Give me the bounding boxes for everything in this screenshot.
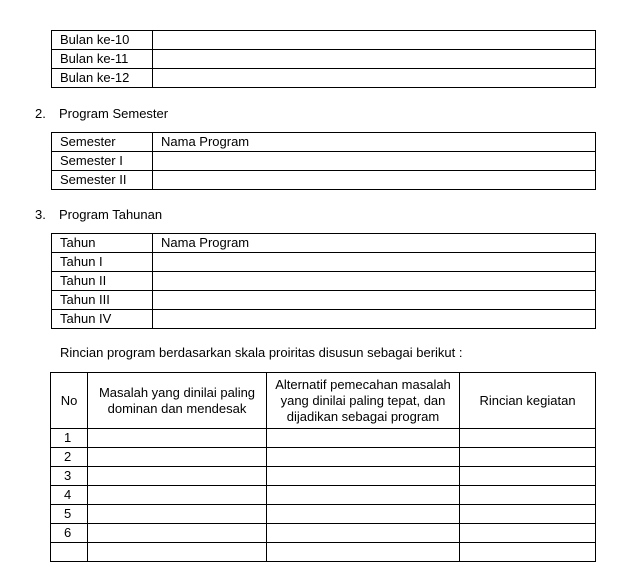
- alternative-cell[interactable]: [267, 467, 460, 486]
- program-cell[interactable]: [153, 291, 596, 310]
- table-row: [51, 486, 596, 505]
- activity-cell[interactable]: [460, 429, 596, 448]
- program-cell[interactable]: [153, 272, 596, 291]
- table-row: [52, 69, 596, 88]
- problem-cell[interactable]: [88, 429, 267, 448]
- row-number: 1: [51, 429, 88, 448]
- alternative-cell[interactable]: [267, 524, 460, 543]
- table-row: [52, 310, 596, 329]
- activity-cell[interactable]: [460, 486, 596, 505]
- table-header-row: [52, 234, 596, 253]
- row-number: [51, 543, 88, 562]
- section-2-heading: [35, 106, 168, 121]
- table-row: [51, 467, 596, 486]
- table-header-row: [51, 373, 596, 429]
- row-number: 5: [51, 505, 88, 524]
- year-label: Tahun IV: [52, 310, 153, 329]
- row-number: 2: [51, 448, 88, 467]
- month-label: Bulan ke-12: [52, 69, 153, 88]
- section-number: 2.: [35, 106, 46, 121]
- table-header-row: [52, 133, 596, 152]
- column-header: Tahun: [52, 234, 153, 253]
- problem-cell[interactable]: [88, 448, 267, 467]
- alternative-cell[interactable]: [267, 543, 460, 562]
- table-row: [52, 171, 596, 190]
- column-header-alternative: Alternatif pemecahan masalah yang dinilai paling tepat, dan dijadikan sebagai program: [267, 373, 460, 429]
- problem-cell[interactable]: [88, 524, 267, 543]
- activity-cell[interactable]: [460, 524, 596, 543]
- program-cell[interactable]: [153, 310, 596, 329]
- alternative-cell[interactable]: [267, 505, 460, 524]
- alternative-cell[interactable]: [267, 486, 460, 505]
- column-header: Nama Program: [153, 133, 596, 152]
- column-header: Nama Program: [153, 234, 596, 253]
- table-row: [52, 272, 596, 291]
- table-row: [51, 524, 596, 543]
- year-label: Tahun III: [52, 291, 153, 310]
- month-label: Bulan ke-10: [52, 31, 153, 50]
- table-row: [52, 50, 596, 69]
- table-row: [52, 253, 596, 272]
- priority-intro-text: Rincian program berdasarkan skala proiritas disusun sebagai berikut :: [60, 345, 463, 360]
- row-number: 6: [51, 524, 88, 543]
- activity-cell[interactable]: [460, 543, 596, 562]
- program-cell[interactable]: [153, 31, 596, 50]
- table-row: [51, 505, 596, 524]
- problem-cell[interactable]: [88, 543, 267, 562]
- table-row: [52, 152, 596, 171]
- semester-label: Semester II: [52, 171, 153, 190]
- problem-cell[interactable]: [88, 505, 267, 524]
- section-title: Program Tahunan: [59, 207, 163, 222]
- activity-cell[interactable]: [460, 448, 596, 467]
- month-label: Bulan ke-11: [52, 50, 153, 69]
- semester-program-table: [51, 132, 596, 190]
- table-row: [51, 448, 596, 467]
- program-cell[interactable]: [153, 50, 596, 69]
- section-title: Program Semester: [59, 106, 169, 121]
- annual-program-table: [51, 233, 596, 329]
- year-label: Tahun I: [52, 253, 153, 272]
- activity-cell[interactable]: [460, 467, 596, 486]
- monthly-program-table: [51, 30, 596, 88]
- section-number: 3.: [35, 207, 46, 222]
- alternative-cell[interactable]: [267, 448, 460, 467]
- alternative-cell[interactable]: [267, 429, 460, 448]
- year-label: Tahun II: [52, 272, 153, 291]
- program-cell[interactable]: [153, 171, 596, 190]
- row-number: 4: [51, 486, 88, 505]
- priority-program-table: [50, 372, 596, 562]
- row-number: 3: [51, 467, 88, 486]
- table-row: [51, 543, 596, 562]
- column-header-problem: Masalah yang dinilai paling dominan dan mendesak: [88, 373, 267, 429]
- table-row: [52, 31, 596, 50]
- section-3-heading: [35, 207, 162, 222]
- column-header-no: No: [51, 373, 88, 429]
- problem-cell[interactable]: [88, 467, 267, 486]
- semester-label: Semester I: [52, 152, 153, 171]
- column-header: Semester: [52, 133, 153, 152]
- table-row: [51, 429, 596, 448]
- column-header-activity: Rincian kegiatan: [460, 373, 596, 429]
- program-cell[interactable]: [153, 69, 596, 88]
- table-row: [52, 291, 596, 310]
- program-cell[interactable]: [153, 152, 596, 171]
- problem-cell[interactable]: [88, 486, 267, 505]
- activity-cell[interactable]: [460, 505, 596, 524]
- program-cell[interactable]: [153, 253, 596, 272]
